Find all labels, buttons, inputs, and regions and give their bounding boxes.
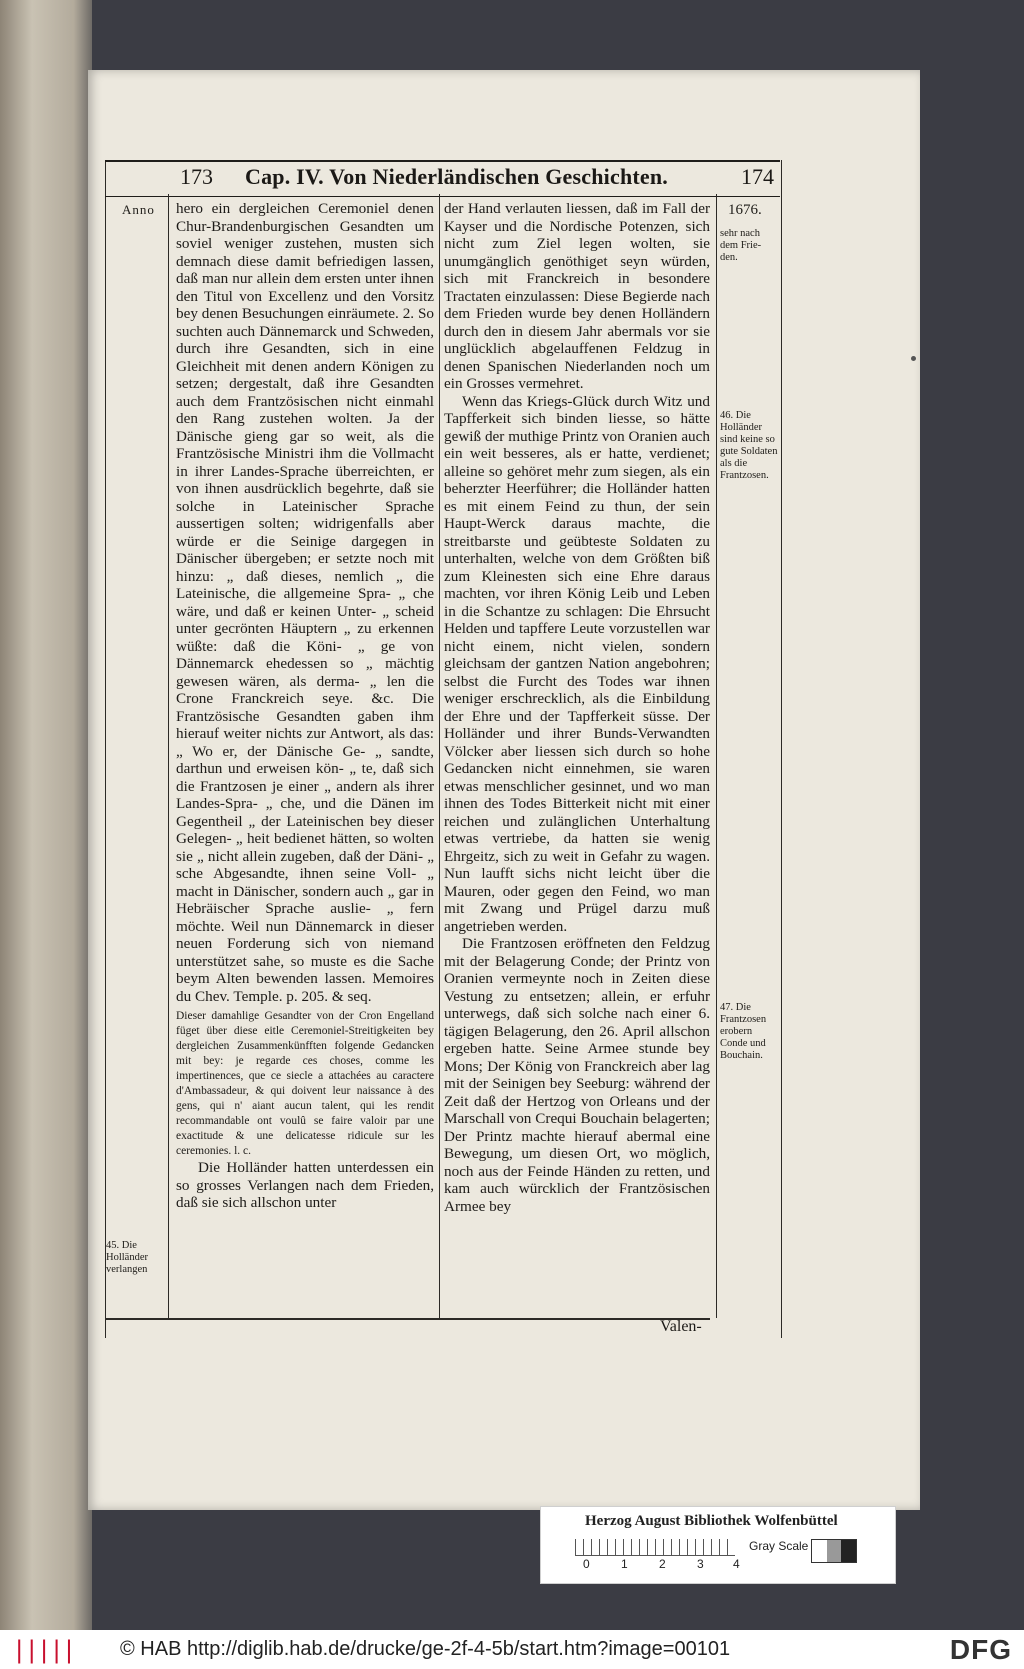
scale-number: 3 — [697, 1557, 704, 1571]
margin-note-46: 46. Die Holländer sind keine so gute Soldaten als die Frantzosen. — [720, 410, 778, 481]
dfg-logo: DFG — [949, 1634, 1012, 1665]
footnote: Dieser damahlige Gesandter von der Cron Engelland füget über diese eitle Ceremoniel-Streitigkeiten bey dergleichen Zusammenkünfften folgende Gedancken mit bey: je regarde ces choses, comme les impertinences, que ce siecle a attachées au caractere d'Ambassadeur, & qui doivent leur naissance à des gens, qui n' aiant aucun talent, qui les rendit recommandable ont voulû se faire valoir par une exactitude & une delicatesse ridicule sur les ceremonies. l. c. — [176, 1010, 434, 1157]
running-header — [105, 160, 780, 197]
scale-number: 0 — [583, 1557, 590, 1571]
gray-scale-swatch — [811, 1539, 857, 1563]
paragraph: der Hand verlauten liessen, daß im Fall der Kayser und die Nordische Potenzen, sich nicht zum Ziel legen wolten, sie unumgänglich genöthiget seyn würden, sich mit Franckreich in besondere Tractaten einzulassen: Diese Begierde nach dem Frieden wurde bey denen Holländern durch den in diesem Jahr abermals vor sie unglücklich abgelauffenen Feldzug in denen Spanischen Niederlanden noch um ein Grosses vermehret. — [444, 200, 710, 392]
barcode-logo-icon: ||||| — [12, 1636, 75, 1664]
scale-ruler — [575, 1539, 735, 1556]
paragraph: hero ein dergleichen Ceremoniel denen Chur-Brandenburgischen Gesandten um soviel weniger zustehen, musten sich demnach diese damit befriedigen lassen, daß man nur allein dem ersten unter ihnen den Titul von Excellenz und den Vorsitz bey denen Besuchungen einräumete. 2. So suchten auch Dännemarck und Schweden, durch ihre Gesandten, sich in eine Gleichheit mit denen andern Königen zu setzen; dergestalt, daß ihre Gesandten auch dem Frantzösischen nicht einmahl den Rang zustehen wolten. Ja der Dänische gieng gar so weit, als die Frantzösische Ministri ihm die Vollmacht in ihrer Landes-Sprache überreichten, er von ihnen ausdrücklich begehrte, daß sie solche in Lateinischer Sprache aussertigen solten; widrigenfalls aber würde er die Seinige dargegen in Dänischer übergeben; er setzte noch mit hinzu: „ daß dieses, nemlich „ die Lateinische, die allgemeine Spra- „ che wäre, und daß er keinen Unter- „ scheid unter gecrönten Häuptern „ zu erkennen wüßte: daß die Köni- „ ge von Dännemarck ehedessen so „ mächtig gewesen wären, als derma- „ len die Crone Franckreich seye. &c. Die Frantzösische Gesandten gaben ihm hierauf weiter nichts zur Antwort, als das: „ Wo er, der Dänische Ge- „ sandte, darthun und erweisen kön- „ te, daß sich die Frantzosen je einer „ andern als ihrer Landes-Spra- „ che, und die Dänen im Gegentheil „ der Lateinischen bey dieser Gelegen- „ heit bedienet hätten, so wolten sie „ nicht allein zugeben, daß der Däni- „ sche Abgesandte, ihnen seine Voll- „ macht in Dänischer, sondern auch „ gar in Hebräischer Sprache auslie- „ fern möchte. Weil nun Dännemarck in dieser neuen Forderung sich von niemand unterstützet sahe, so muste es die Sache beym Alten bewenden lassen. Memoires du Chev. Temple. p. 205. & seq. — [176, 200, 434, 1005]
page-number-left: 173 — [180, 164, 213, 189]
margin-dot — [911, 356, 916, 361]
paragraph: Wenn das Kriegs-Glück durch Witz und Tapfferkeit sich binden liesse, so hätte gewiß der muthige Printz von Oranien auch ein weit besseres, als er hatte, verdienet; alleine so gehöret mehr zum siegen, als ein beherzter Heerführer; die Holländer hatten es mit einem Feind zu thun, der sein Haupt-Werck daraus machte, die streitbarste und geübteste Soldaten zu unterhalten, welche von dem Größten biß zum Kleinesten sich eine Ehre daraus machten, vor ihren König Leib und Leben in die Schantze zu schlagen: Die Ehrsucht Helden und tapffere Leute vorzustellen war nicht einem, nicht vielen, sondern gleichsam der gantzen Nation angebohren; selbst die Furcht des Todes war ihnen weniger erschrecklich, als die Einbildung der Ehre und der Tapfferkeit süsse. Der Holländer und ihrer Bunds-Verwandten Völcker aber liessen sich durch so hohe Gedancken nicht einnehmen, sie waren etwas menschlicher gesinnet, und wo man ihnen des Todes Bitterkeit nicht mit einer reichen und zulänglichen Unterhaltung etwas vertriebe, da hatten sie wenig Ehrgeitz, sich zu weit in Gefahr zu wagen. Nun laufft sichs nicht leicht über die Mauren, oder gegen den Feind, wo man mit Zwang und Prügel darzu muß angetrieben werden. — [444, 392, 710, 935]
paragraph: Die Holländer hatten unterdessen ein so grosses Verlangen nach dem Frieden, daß sie sich allschon unter — [176, 1159, 434, 1211]
margin-note-47: 47. Die Frantzosen erobern Conde und Bouchain. — [720, 1002, 767, 1061]
chapter-title: Cap. IV. Von Niederländischen Geschichten. — [245, 164, 669, 189]
scale-number: 4 — [733, 1557, 740, 1571]
library-label — [540, 1506, 896, 1584]
column-rule-left — [168, 194, 169, 1318]
page-number-right: 174 — [741, 164, 774, 189]
source-url[interactable]: © HAB http://diglib.hab.de/drucke/ge-2f-4-5b/start.htm?image=00101 — [120, 1638, 731, 1660]
bottom-rule — [105, 1318, 710, 1320]
footer-bar — [0, 1630, 1024, 1669]
paragraph: Die Frantzosen eröffneten den Feldzug mit der Belagerung Conde; der Printz von Oranien vermeynte noch in Zeiten diese Vestung zu entsetzen; allein, er erfuhr unterwegs, daß sich solche nach einer 6. tägigen Belagerung, den 26. April allschon ergeben hatte. Seine Armee stunde bey Mons; Der König von Franckreich aber lag mit der Seinigen bey Seeburg: während der Zeit daß der Hertzog von Orleans und der Marschall von Crequi Bouchain belagerten; Der Printz machte hierauf abermal eine Bewegung, um diesen Ort, wo möglich, noch aus der Feinde Händen zu retten, und kam auch würcklich der Frantzösischen Armee bey — [444, 935, 710, 1215]
library-name: Herzog August Bibliothek Wolfenbüttel — [585, 1513, 838, 1529]
column-rule-right — [716, 194, 717, 1318]
scale-number: 2 — [659, 1557, 666, 1571]
column-left — [176, 200, 434, 1318]
margin-note-1676: sehr nach dem Frie-den. — [720, 228, 762, 263]
column-rule-middle — [439, 194, 440, 1318]
margin-note-45: 45. Die Holländer verlangen — [106, 1240, 148, 1275]
column-right — [444, 200, 710, 1318]
book-spine — [0, 0, 92, 1630]
margin-year: 1676. — [728, 202, 762, 218]
margin-anno: Anno — [122, 202, 155, 217]
catchword: Valen- — [660, 1318, 702, 1335]
gray-scale-label: Gray Scale — [749, 1539, 809, 1553]
scale-number: 1 — [621, 1557, 628, 1571]
